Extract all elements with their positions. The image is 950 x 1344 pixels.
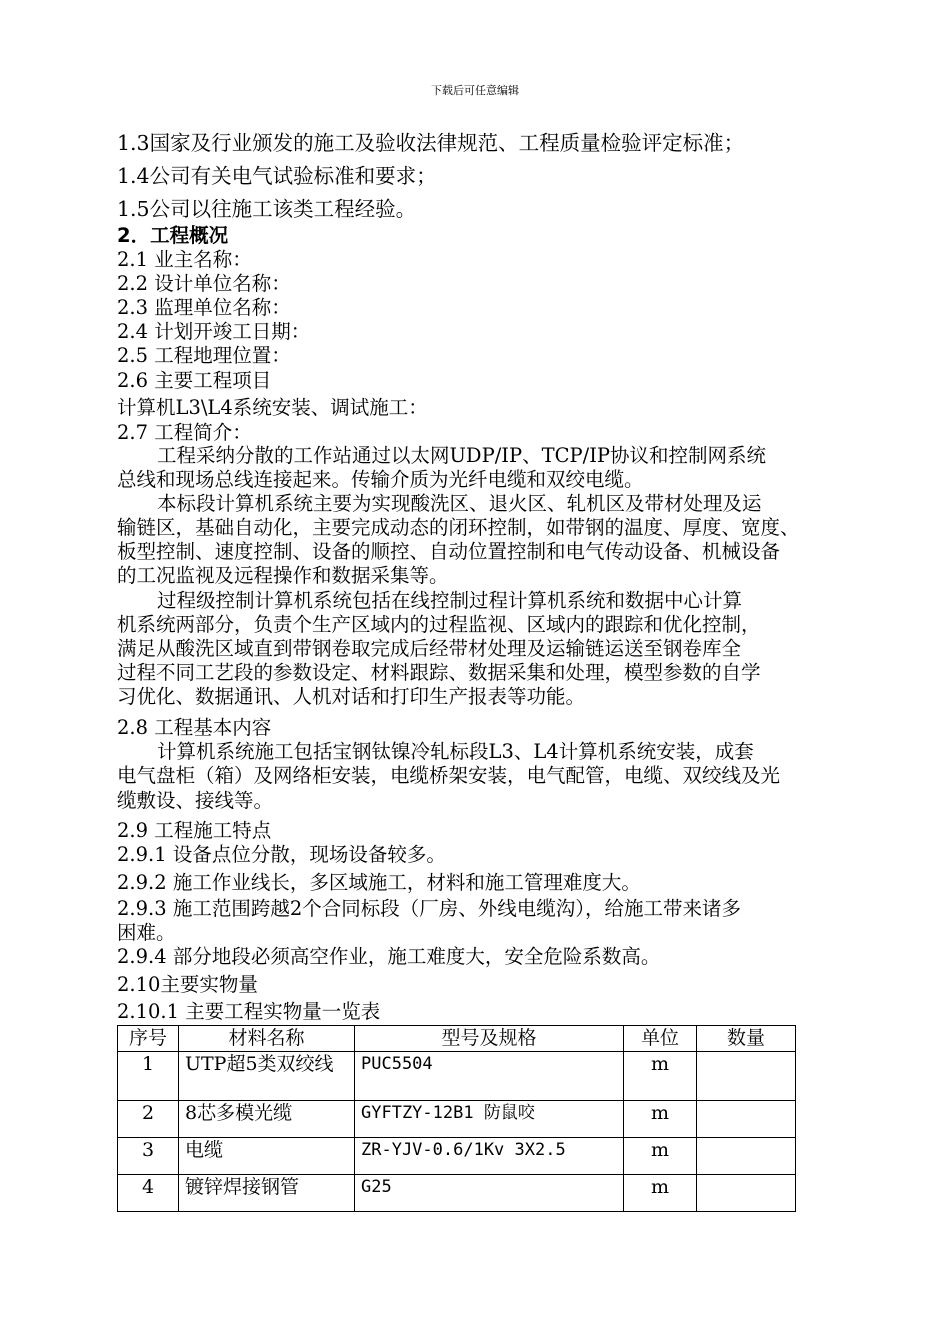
table-row (118, 1101, 796, 1138)
cell-unit: m (624, 1175, 697, 1212)
cell-no: 4 (118, 1175, 179, 1212)
text-line: 困难。 (117, 921, 176, 944)
text-line: 1.5公司以往施工该类工程经验。 (117, 197, 417, 221)
cell-spec: GYFTZY-12B1 防鼠咬 (355, 1101, 624, 1138)
text-line: 2.7 工程简介： (117, 421, 252, 444)
cell-spec: G25 (355, 1175, 624, 1212)
cell-unit: m (624, 1101, 697, 1138)
cell-qty (697, 1175, 796, 1212)
section-heading: 2．工程概况 (117, 224, 229, 247)
cell-name: 镀锌焊接钢管 (179, 1175, 355, 1212)
cell-no: 1 (118, 1052, 179, 1101)
text-line: 缆敷设、接线等。 (117, 789, 274, 812)
text-line: 2.3 监理单位名称： (117, 296, 291, 319)
text-line: 满足从酸洗区域直到带钢卷取完成后经带材处理及运输链运送至钢卷库全 (117, 637, 742, 660)
text-line: 过程级控制计算机系统包括在线控制过程计算机系统和数据中心计算 (157, 589, 743, 612)
text-line: 1.4公司有关电气试验标准和要求； (117, 164, 437, 188)
text-line: 机系统两部分，负责个生产区域内的过程监视、区域内的跟踪和优化控制， (117, 613, 761, 636)
text-line: 工程采纳分散的工作站通过以太网UDP/IP、TCP/IP协议和控制网系统 (157, 444, 767, 467)
text-line: 2.5 工程地理位置： (117, 344, 291, 367)
text-line: 2.2 设计单位名称： (117, 272, 291, 295)
header-cell: 材料名称 (179, 1026, 355, 1052)
cell-name: 电缆 (179, 1138, 355, 1175)
table-row (118, 1138, 796, 1175)
materials-table (117, 1025, 796, 1212)
cell-name: UTP超5类双绞线 (179, 1052, 355, 1101)
table-row (118, 1052, 796, 1101)
text-line: 板型控制、速度控制、设备的顺控、自动位置控制和电气传动设备、机械设备 (117, 540, 781, 563)
cell-name: 8芯多模光缆 (179, 1101, 355, 1138)
cell-qty (697, 1138, 796, 1175)
header-cell: 数量 (697, 1026, 796, 1052)
header-cell: 单位 (624, 1026, 697, 1052)
text-line: 2.8 工程基本内容 (117, 716, 272, 739)
text-line: 总线和现场总线连接起来。传输介质为光纤电缆和双绞电缆。 (117, 468, 644, 491)
header-cell: 序号 (118, 1026, 179, 1052)
text-line: 本标段计算机系统主要为实现酸洗区、退火区、轧机区及带材处理及运 (157, 492, 762, 515)
cell-unit: m (624, 1138, 697, 1175)
cell-unit: m (624, 1052, 697, 1101)
text-line: 2.9.1 设备点位分散，现场设备较多。 (117, 843, 446, 866)
text-line: 2.6 主要工程项目 (117, 369, 272, 392)
cell-qty (697, 1101, 796, 1138)
text-line: 计算机系统施工包括宝钢钛镍冷轧标段L3、L4计算机系统安装，成套 (157, 740, 754, 763)
cell-no: 3 (118, 1138, 179, 1175)
text-line: 2.4 计划开竣工日期： (117, 320, 311, 343)
cell-no: 2 (118, 1101, 179, 1138)
text-line: 2.9.3 施工范围跨越2个合同标段（厂房、外线电缆沟），给施工带来诸多 (117, 897, 741, 920)
text-line: 2.10.1 主要工程实物量一览表 (117, 1000, 381, 1023)
text-line: 过程不同工艺段的参数设定、材料跟踪、数据采集和处理，模型参数的自学 (117, 661, 761, 684)
text-line: 2.1 业主名称： (117, 248, 252, 271)
text-line: 输链区，基础自动化，主要完成动态的闭环控制，如带钢的温度、厚度、宽度、 (117, 516, 800, 539)
text-line: 2.9 工程施工特点 (117, 819, 272, 842)
table-row (118, 1175, 796, 1212)
text-line: 计算机L3\L4系统安装、调试施工： (117, 396, 428, 419)
text-line: 的工况监视及远程操作和数据采集等。 (117, 564, 449, 587)
cell-spec: ZR-YJV-0.6/1Kv 3X2.5 (355, 1138, 624, 1175)
table-header-row (118, 1026, 796, 1052)
text-line: 电气盘柜（箱）及网络柜安装，电缆桥架安装，电气配管，电缆、双绞线及光 (117, 764, 781, 787)
text-line: 1.3国家及行业颁发的施工及验收法律规范、工程质量检验评定标准； (117, 131, 745, 155)
cell-spec: PUC5504 (355, 1052, 624, 1101)
header-cell: 型号及规格 (355, 1026, 624, 1052)
text-line: 2.9.2 施工作业线长，多区域施工，材料和施工管理难度大。 (117, 871, 641, 894)
text-line: 2.10主要实物量 (117, 973, 258, 996)
cell-qty (697, 1052, 796, 1101)
header-note: 下载后可任意编辑 (431, 84, 519, 97)
text-line: 习优化、数据通讯、人机对话和打印生产报表等功能。 (117, 685, 586, 708)
text-line: 2.9.4 部分地段必须高空作业，施工难度大，安全危险系数高。 (117, 945, 661, 968)
